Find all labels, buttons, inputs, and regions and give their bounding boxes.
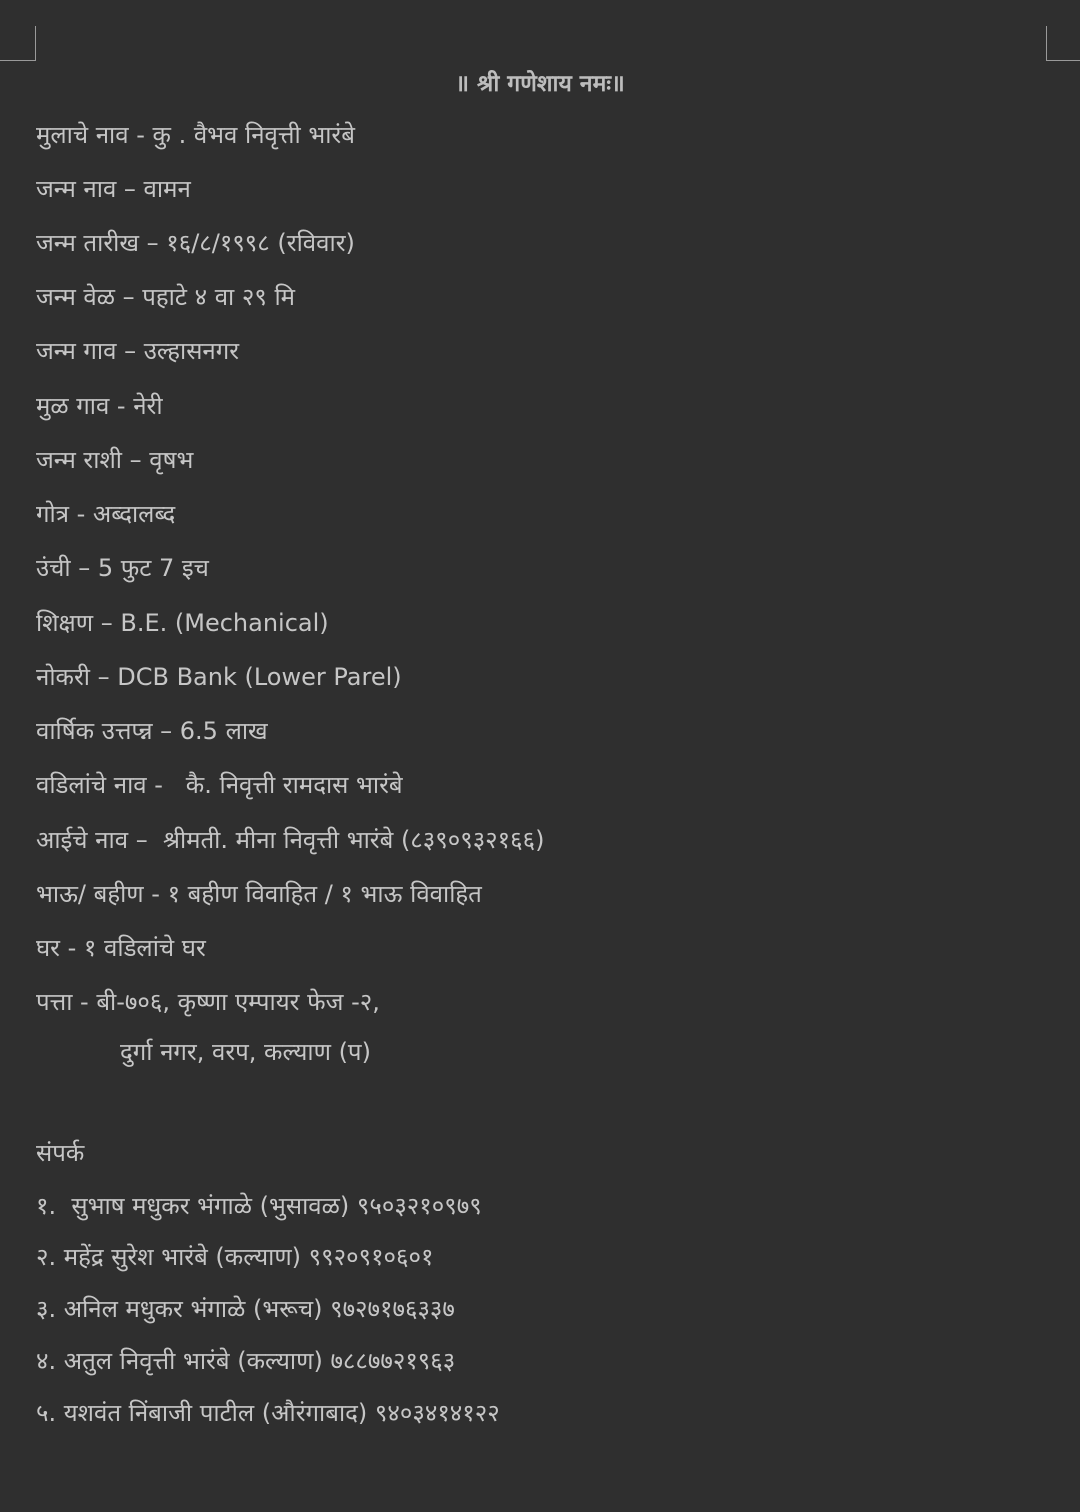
crop-mark-top-right	[1046, 26, 1080, 61]
gotra: गोत्र - अब्दालब्द	[36, 500, 176, 528]
mother-name: आईचे नाव – श्रीमती. मीना निवृत्ती भारंबे (८३९०९३२१६६)	[36, 826, 545, 854]
native-place: मुळ गाव - नेरी	[36, 392, 163, 420]
house: घर - १ वडिलांचे घर	[36, 934, 206, 962]
height: उंची – 5 फुट 7 इच	[36, 554, 209, 582]
contact-item: ४. अतुल निवृत्ती भारंबे (कल्याण) ७८८७७२१९६३	[36, 1347, 456, 1375]
siblings: भाऊ/ बहीण - १ बहीण विवाहित / १ भाऊ विवाहित	[36, 880, 482, 908]
contact-item: १. सुभाष मधुकर भंगाळे (भुसावळ) ९५०३२१०९७९	[36, 1192, 482, 1220]
job: नोकरी – DCB Bank (Lower Parel)	[36, 663, 402, 691]
crop-mark-top-left	[0, 26, 36, 61]
contact-item: २. महेंद्र सुरेश भारंबे (कल्याण) ९९२०९१०६०१	[36, 1243, 434, 1271]
contact-item: ५. यशवंत निंबाजी पाटील (औरंगाबाद) ९४०३४१४१२२	[36, 1399, 500, 1427]
father-name: वडिलांचे नाव - कै. निवृत्ती रामदास भारंबे	[36, 771, 403, 799]
birth-place: जन्म गाव – उल्हासनगर	[36, 337, 240, 365]
groom-name: मुलाचे नाव - कु . वैभव निवृत्ती भारंबे	[36, 121, 355, 149]
birth-time: जन्म वेळ – पहाटे ४ वा २९ मि	[36, 283, 296, 311]
zodiac-sign: जन्म राशी – वृषभ	[36, 446, 194, 474]
annual-income: वार्षिक उत्तप्न्न – 6.5 लाख	[36, 717, 268, 745]
contact-item: ३. अनिल मधुकर भंगाळे (भरूच) ९७२७१७६३३७	[36, 1295, 455, 1323]
address-line-1: पत्ता - बी-७०६, कृष्णा एम्पायर फेज -२,	[36, 988, 380, 1016]
address-line-2: दुर्गा नगर, वरप, कल्याण (प)	[120, 1038, 371, 1066]
birth-date: जन्म तारीख – १६/८/१९९८ (रविवार)	[36, 229, 355, 257]
page-title: ॥ श्री गणेशाय नमः॥	[455, 71, 625, 97]
contact-heading: संपर्क	[36, 1139, 85, 1167]
birth-name: जन्म नाव – वामन	[36, 175, 191, 203]
education: शिक्षण – B.E. (Mechanical)	[36, 609, 329, 637]
